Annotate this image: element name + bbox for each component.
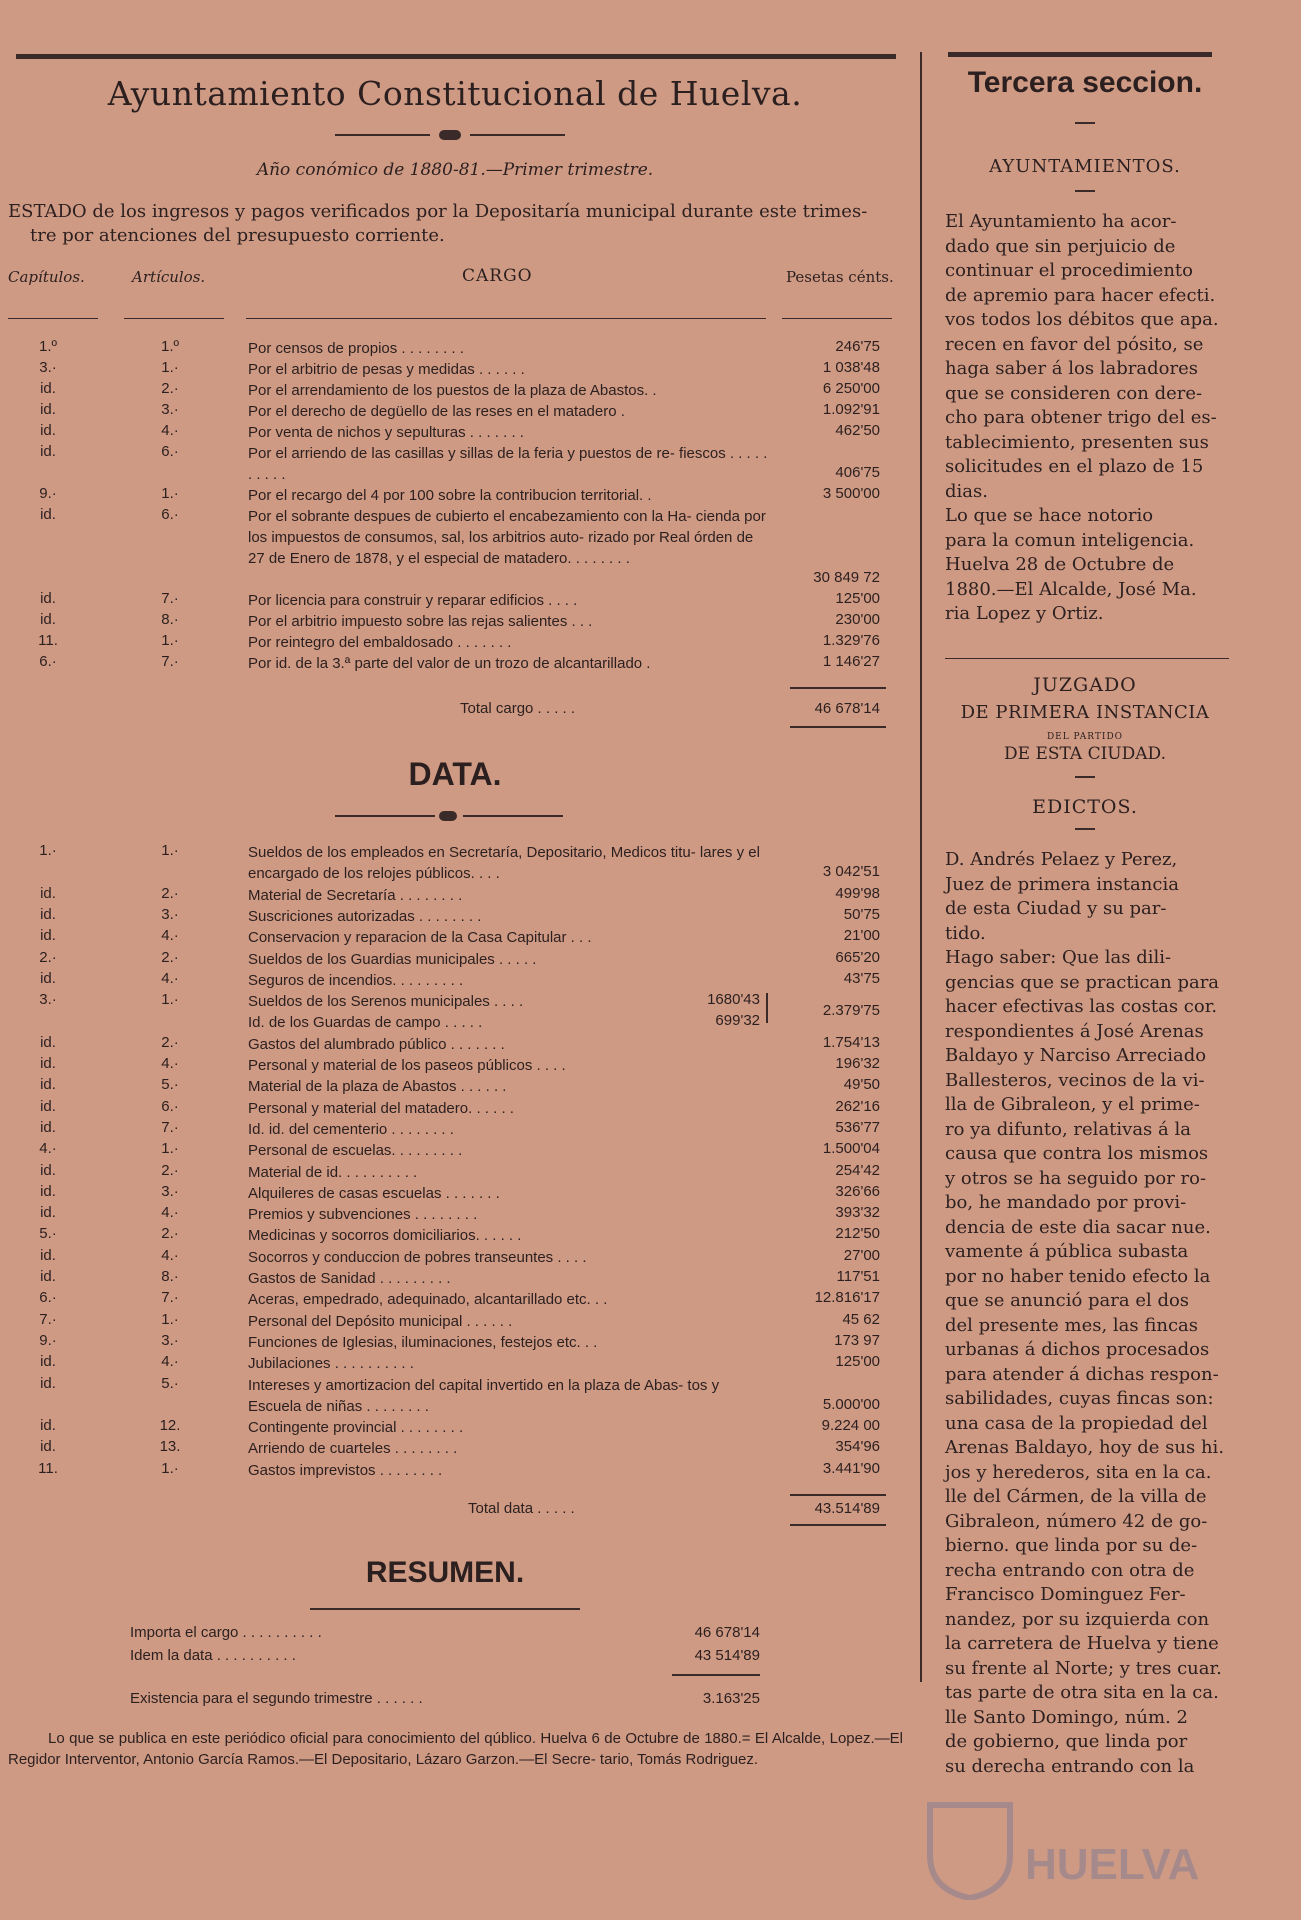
amount-cell: 43'75 — [843, 969, 880, 987]
text-line: de gobierno, que linda por — [945, 1731, 1188, 1752]
amount-cell: 462'50 — [835, 422, 880, 439]
capitulo-cell: 11. — [38, 632, 58, 649]
resumen-rule — [310, 1608, 580, 1610]
text-line: haga saber á los labradores — [945, 358, 1198, 379]
capitulo-cell: id. — [40, 401, 56, 418]
amount-cell: 3 042'51 — [822, 863, 880, 881]
articulo-cell: 2.· — [161, 1033, 179, 1051]
edictos-heading: EDICTOS. — [1032, 796, 1138, 818]
ayuntamientos-heading: AYUNTAMIENTOS. — [989, 156, 1181, 177]
description-cell: Por el derecho de degüello de las reses en el matadero . — [248, 403, 625, 420]
text-line: hacer efectivas las costas cor. — [945, 996, 1218, 1017]
amount-cell: 393'32 — [835, 1204, 880, 1222]
description-cell: Id. de los Guardas de campo . . . . . — [248, 1014, 483, 1032]
articulo-cell: 2.· — [161, 884, 179, 902]
description-cell: Material de Secretaría . . . . . . . . — [248, 886, 463, 904]
dash-3 — [1075, 776, 1095, 778]
capitulo-cell: 6.· — [39, 653, 57, 670]
amount-cell: 406'75 — [835, 464, 880, 481]
text-line: Arenas Baldayo, hoy de sus hi. — [945, 1437, 1225, 1458]
capitulo-cell: id. — [40, 422, 56, 439]
articulo-cell: 1.· — [161, 1459, 179, 1477]
articulo-cell: 13. — [159, 1438, 181, 1456]
text-line: la carretera de Huelva y tiene — [945, 1633, 1219, 1654]
articulo-cell: 2.· — [161, 948, 179, 966]
text-line: causa que contra los mismos — [945, 1143, 1209, 1164]
articulo-cell: 4.· — [161, 422, 179, 439]
resumen-existencia-label: Existencia para el segundo trimestre . . . . . . — [130, 1690, 423, 1707]
articulo-cell: 1.· — [161, 1310, 179, 1328]
text-line: por no haber tenido efecto la — [945, 1265, 1211, 1287]
description-cell: Personal y material del matadero. . . . . . — [248, 1099, 514, 1117]
text-line: de esta Ciudad y su par- — [945, 898, 1167, 919]
cargo-total-rule — [790, 687, 886, 689]
amount-cell: 354'96 — [835, 1438, 880, 1456]
capitulo-cell: id. — [40, 1353, 56, 1371]
amount-cell: 21'00 — [843, 927, 880, 945]
amount-cell: 12.816'17 — [814, 1289, 880, 1307]
description-cell: Personal y material de los paseos públicos . . . . — [248, 1057, 566, 1074]
articulo-cell: 7.· — [161, 1289, 179, 1307]
text-line: lle Santo Domingo, núm. 2 — [945, 1706, 1188, 1728]
description-cell: Suscriciones autorizadas . . . . . . . . — [248, 907, 482, 925]
articulo-cell: 6.· — [161, 1097, 179, 1115]
articulo-cell: 3.· — [161, 905, 179, 923]
text-line: recha entrando con otra de — [945, 1559, 1195, 1581]
watermark-text: HUELVA — [1025, 1840, 1200, 1889]
text-line: Gibraleon, número 42 de go- — [945, 1510, 1208, 1532]
text-line: Francisco Dominguez Fer- — [945, 1584, 1186, 1605]
articulo-cell: 1.· — [161, 1140, 179, 1158]
text-line: bierno. que linda por su de- — [945, 1535, 1198, 1556]
articulo-cell: 2.· — [161, 1225, 179, 1243]
articulo-cell: 4.· — [161, 969, 179, 987]
amount-cell: 536'77 — [835, 1118, 880, 1136]
text-line: Huelva 28 de Octubre de — [945, 554, 1175, 575]
del-partido: DEL PARTIDO — [1046, 732, 1124, 742]
text-line: del presente mes, las fincas — [945, 1314, 1199, 1336]
text-line: para atender á dichas respon- — [945, 1363, 1219, 1385]
fiscal-year-line: Año conómico de 1880-81.—Primer trimestre. — [256, 160, 654, 180]
text-line: gencias que se practican para — [945, 971, 1220, 993]
text-line: nandez, por su izquierda con — [945, 1608, 1210, 1630]
header-rule-3 — [246, 318, 766, 319]
text-line: lla de Gibraleon, y el prime- — [945, 1094, 1200, 1115]
data-total-rule-2 — [790, 1524, 886, 1526]
capitulo-cell: id. — [40, 1118, 56, 1136]
amount-cell: 50'75 — [843, 905, 880, 923]
capitulo-cell: id. — [40, 1161, 56, 1179]
description-cell: Personal del Depósito municipal . . . . . . — [248, 1312, 513, 1330]
data-table — [0, 842, 910, 1482]
amount-cell: 1.329'76 — [822, 632, 880, 649]
description-cell: Por reintegro del embaldosado . . . . . . . — [248, 634, 512, 651]
total-cargo-value: 46 678'14 — [814, 700, 880, 717]
description-cell: Contingente provincial . . . . . . . . — [248, 1419, 464, 1437]
text-line: recen en favor del pósito, se — [945, 333, 1204, 355]
right-column — [935, 0, 1235, 1920]
description-cell: Por el arrendamiento de los puestos de la plaza de Abastos. . — [248, 382, 657, 399]
capitulo-cell: 1.· — [39, 842, 57, 859]
articulo-cell: 6.· — [161, 443, 179, 460]
text-line: lle del Cármen, de la villa de — [945, 1486, 1207, 1507]
resumen-existencia-value: 3.163'25 — [702, 1690, 760, 1707]
amount-cell: 326'66 — [835, 1182, 880, 1200]
dash-4 — [1075, 828, 1095, 830]
text-line: jos y herederos, sita en la ca. — [945, 1461, 1212, 1483]
capitulo-cell: id. — [40, 1033, 56, 1051]
sub-brace — [766, 993, 768, 1023]
resumen-data-value: 43 514'89 — [694, 1647, 760, 1664]
amount-cell: 27'00 — [843, 1246, 880, 1264]
amount-cell: 1 038'48 — [822, 359, 880, 376]
description-cell: Por el recargo del 4 por 100 sobre la contribucion territorial. . — [248, 487, 652, 504]
amount-cell: 173 97 — [834, 1331, 880, 1349]
capitulo-cell: id. — [40, 380, 56, 397]
subamount-cell: 1680'43 — [707, 991, 760, 1009]
amount-cell: 499'98 — [835, 884, 880, 902]
text-line: sabilidades, cuyas fincas son: — [945, 1388, 1214, 1409]
amount-cell: 212'50 — [835, 1225, 880, 1243]
header-rule-4 — [782, 318, 892, 319]
capitulo-cell: id. — [40, 506, 56, 523]
capitulo-cell: id. — [40, 1055, 56, 1072]
capitulo-cell: id. — [40, 905, 56, 923]
text-line: tido. — [945, 922, 986, 944]
description-cell: Por el arriendo de las casillas y sillas de la feria y puestos de re- fiescos . . . . . . . . . . — [248, 445, 768, 483]
articulo-cell: 1.· — [161, 632, 179, 649]
capitulo-cell: id. — [40, 1438, 56, 1456]
amount-cell: 3 500'00 — [822, 485, 880, 502]
description-cell: Por venta de nichos y sepulturas . . . . . . . — [248, 424, 524, 441]
text-line: respondientes á José Arenas — [945, 1020, 1204, 1042]
text-line: Juez de primera instancia — [945, 873, 1179, 895]
text-line: dencia de este dia sacar nue. — [945, 1216, 1211, 1238]
amount-cell: 254'42 — [835, 1161, 880, 1179]
dash-1 — [1075, 122, 1095, 124]
description-cell: Intereses y amortizacion del capital invertido en la plaza de Abas- tos y Escuela de niñas . . . . . . . . — [248, 1376, 720, 1415]
articulo-cell: 1.· — [161, 359, 179, 376]
capitulo-cell: 9.· — [39, 485, 57, 502]
articulo-cell: 6.· — [161, 506, 179, 523]
text-line: tablecimiento, presenten sus — [945, 431, 1209, 453]
articulo-cell: 4.· — [161, 1204, 179, 1222]
articulo-cell: 4.· — [161, 1246, 179, 1264]
data-section-title: DATA. — [408, 756, 502, 792]
text-line: que se consideren con dere- — [945, 382, 1203, 404]
text-line: ria Lopez y Ortiz. — [945, 603, 1104, 624]
text-line: ro ya difunto, relativas á la — [945, 1118, 1191, 1140]
capitulo-cell: id. — [40, 1076, 56, 1094]
edicto-notice — [945, 848, 1233, 1779]
resumen-title: RESUMEN. — [365, 1556, 525, 1589]
articulo-cell: 4.· — [161, 1055, 179, 1072]
closing-paragraph: Lo que se publica en este periódico oficial para conocimiento del qúblico. Huelva 6 de Octubre de 1880.= El Alcalde, Lopez.—El Regidor Interventor, Antonio García Ramos.—El Depositario, Lázaro Garzon.—El Secre- tario, Tomás Rodriguez. — [8, 1730, 903, 1768]
resumen-sum-rule — [672, 1674, 760, 1676]
subamount-cell: 699'32 — [715, 1012, 760, 1030]
description-cell: Por censos de propios . . . . . . . . — [248, 340, 464, 357]
description-cell: Sueldos de los Guardias municipales . . . . . — [248, 950, 537, 968]
text-line: Ballesteros, vecinos de la vi- — [945, 1069, 1205, 1091]
text-line: vos todos los débitos que apa. — [945, 309, 1219, 330]
description-cell: Funciones de Iglesias, iluminaciones, festejos etc. . . — [248, 1333, 598, 1351]
amount-cell: 9.224 00 — [821, 1417, 880, 1435]
description-cell: Medicinas y socorros domiciliarios. . . . . . — [248, 1227, 522, 1245]
amount-cell: 6 250'00 — [822, 380, 880, 397]
articulo-cell: 3.· — [161, 401, 179, 418]
amount-cell: 125'00 — [835, 1353, 880, 1371]
data-total-rule — [790, 1494, 886, 1496]
articulo-cell: 1.· — [161, 842, 179, 859]
description-cell: Conservacion y reparacion de la Casa Capitular . . . — [248, 929, 592, 947]
shield-icon — [925, 1800, 1015, 1900]
amount-cell: 196'32 — [835, 1055, 880, 1072]
description-cell: Por licencia para construir y reparar edificios . . . . — [248, 592, 578, 609]
articulo-cell: 8.· — [161, 611, 179, 628]
text-line: su derecha entrando con la — [945, 1755, 1195, 1777]
capitulo-cell: id. — [40, 590, 56, 607]
description-cell: Sueldos de los empleados en Secretaría, Depositario, Medicos titu- lares y el encargado de los relojes públicos. . . . — [248, 844, 760, 882]
amount-cell: 1 146'27 — [822, 653, 880, 670]
description-cell: Alquileres de casas escuelas . . . . . . . — [248, 1184, 500, 1202]
intro-text — [8, 200, 903, 248]
capitulo-cell: id. — [40, 884, 56, 902]
text-line: 1880.—El Alcalde, José Ma. — [945, 578, 1197, 600]
header-pesetas: Pesetas cénts. — [786, 268, 894, 286]
esta-ciudad-heading: DE ESTA CIUDAD. — [1004, 744, 1166, 764]
description-cell: Sueldos de los Serenos municipales . . . . — [248, 993, 524, 1011]
text-line: continuar el procedimiento — [945, 260, 1193, 281]
amount-cell: 665'20 — [835, 948, 880, 966]
articulo-cell: 2.· — [161, 1161, 179, 1179]
intro-line-1: ESTADO de los ingresos y pagos verificados por la Depositaría municipal durante este trimes- — [8, 201, 868, 222]
cargo-total-rule-2 — [790, 726, 886, 728]
description-cell: Aceras, empedrado, adequinado, alcantarillado etc. . . — [248, 1291, 608, 1309]
cargo-table — [0, 338, 910, 718]
text-line: El Ayuntamiento ha acor- — [945, 211, 1177, 232]
ayuntamiento-notice — [945, 210, 1233, 627]
page-title: Ayuntamiento Constitucional de Huelva. — [107, 74, 803, 113]
capitulo-cell: 3.· — [39, 991, 57, 1009]
description-cell: Personal de escuelas. . . . . . . . . — [248, 1142, 463, 1160]
capitulo-cell: 5.· — [39, 1225, 57, 1243]
description-cell: Por el arbitrio impuesto sobre las rejas salientes . . . — [248, 613, 593, 630]
text-line: y otros se ha seguido por ro- — [945, 1167, 1207, 1189]
capitulo-cell: 4.· — [39, 1140, 57, 1158]
text-line: para la comun inteligencia. — [945, 529, 1195, 551]
capitulo-cell: 6.· — [39, 1289, 57, 1307]
articulo-cell: 3.· — [161, 1331, 179, 1349]
capitulo-cell: id. — [40, 927, 56, 945]
articulo-cell: 3.· — [161, 1182, 179, 1200]
header-rule-2 — [124, 318, 224, 319]
resumen-cargo-label: Importa el cargo . . . . . . . . . . — [130, 1624, 322, 1641]
articulo-cell: 5.· — [161, 1374, 179, 1392]
section-heading: Tercera seccion. — [967, 66, 1203, 99]
description-cell: Por el sobrante despues de cubierto el encabezamiento con la Ha- cienda por los impuestos de consumos, sal, los arbitrios auto- rizado por Real órden de 27 de Enero de 1878, y el especial de matadero. . . . . . . . — [248, 508, 766, 567]
text-line: su frente al Norte; y tres cuar. — [945, 1657, 1222, 1679]
capitulo-cell: id. — [40, 611, 56, 628]
capitulo-cell: 1.º — [39, 338, 57, 355]
header-cargo: CARGO — [462, 266, 533, 286]
data-ornament — [335, 810, 565, 822]
capitulo-cell: id. — [40, 1268, 56, 1285]
resumen-data-label: Idem la data . . . . . . . . . . — [130, 1647, 296, 1664]
capitulo-cell: id. — [40, 1417, 56, 1435]
intro-line-2: tre por atenciones del presupuesto corriente. — [30, 225, 445, 246]
text-line: dado que sin perjuicio de — [945, 235, 1176, 257]
description-cell: Premios y subvenciones . . . . . . . . — [248, 1206, 478, 1224]
amount-cell: 45 62 — [842, 1310, 880, 1328]
amount-cell: 5.000'00 — [822, 1395, 880, 1413]
articulo-cell: 2.· — [161, 380, 179, 397]
amount-cell: 1.500'04 — [822, 1140, 880, 1158]
juzgado-heading: JUZGADO — [1033, 674, 1137, 696]
description-cell: Socorros y conduccion de pobres transeuntes . . . . — [248, 1248, 587, 1266]
text-line: D. Andrés Pelaez y Perez, — [945, 849, 1178, 870]
articulo-cell: 7.· — [161, 1118, 179, 1136]
amount-cell: 1.092'91 — [822, 401, 880, 418]
articulo-cell: 4.· — [161, 927, 179, 945]
header-rule-1 — [8, 318, 98, 319]
text-line: urbanas á dichos procesados — [945, 1339, 1210, 1360]
capitulo-cell: 9.· — [39, 1331, 57, 1349]
text-line: Baldayo y Narciso Arreciado — [945, 1045, 1207, 1066]
description-cell: Id. id. del cementerio . . . . . . . . — [248, 1120, 454, 1138]
header-articulos: Artículos. — [132, 268, 206, 286]
total-data-value: 43.514'89 — [814, 1500, 880, 1517]
capitulo-cell: 2.· — [39, 948, 57, 966]
description-cell: Gastos del alumbrado público . . . . . . . — [248, 1035, 505, 1053]
capitulo-cell: id. — [40, 443, 56, 460]
amount-cell: 30 849 72 — [813, 569, 880, 586]
description-cell: Gastos de Sanidad . . . . . . . . . — [248, 1270, 451, 1287]
description-cell: Seguros de incendios. . . . . . . . . — [248, 971, 464, 989]
capitulo-cell: 7.· — [39, 1310, 57, 1328]
articulo-cell: 7.· — [161, 590, 179, 607]
articulo-cell: 1.º — [161, 338, 179, 355]
text-line: cho para obtener trigo del es- — [945, 407, 1217, 428]
description-cell: Material de id. . . . . . . . . . — [248, 1163, 418, 1181]
text-line: una casa de la propiedad del — [945, 1412, 1208, 1434]
articulo-cell: 5.· — [161, 1076, 179, 1094]
amount-cell: 246'75 — [835, 338, 880, 355]
description-cell: Arriendo de cuarteles . . . . . . . . — [248, 1440, 458, 1458]
right-section-rule — [945, 658, 1229, 659]
amount-cell: 2.379'75 — [822, 1001, 880, 1019]
capitulo-cell: id. — [40, 1097, 56, 1115]
capitulo-cell: 3.· — [39, 359, 57, 376]
title-ornament — [335, 129, 565, 141]
text-line: tas parte de otra sita en la ca. — [945, 1682, 1219, 1703]
text-line: vamente á pública subasta — [945, 1241, 1189, 1262]
column-divider — [920, 52, 922, 1682]
primera-instancia-heading: DE PRIMERA INSTANCIA — [960, 702, 1210, 723]
amount-cell: 49'50 — [843, 1076, 880, 1094]
text-line: de apremio para hacer efecti. — [945, 284, 1216, 306]
resumen-cargo-value: 46 678'14 — [694, 1624, 760, 1641]
dash-2 — [1075, 190, 1095, 192]
text-line: que se anunció para el dos — [945, 1290, 1190, 1311]
articulo-cell: 4.· — [161, 1353, 179, 1371]
articulo-cell: 1.· — [161, 991, 179, 1009]
amount-cell: 125'00 — [835, 590, 880, 607]
text-line: Lo que se hace notorio — [945, 505, 1154, 526]
amount-cell: 262'16 — [835, 1097, 880, 1115]
description-cell: Gastos imprevistos . . . . . . . . — [248, 1461, 443, 1479]
text-line: dias. — [945, 480, 988, 502]
articulo-cell: 8.· — [161, 1268, 179, 1285]
total-cargo-label: Total cargo . . . . . — [460, 700, 576, 717]
capitulo-cell: id. — [40, 1204, 56, 1222]
archive-watermark — [925, 1800, 1255, 1910]
closing-text — [8, 1728, 903, 1770]
amount-cell: 230'00 — [835, 611, 880, 628]
description-cell: Por id. de la 3.ª parte del valor de un trozo de alcantarillado . — [248, 655, 651, 672]
capitulo-cell: id. — [40, 1182, 56, 1200]
description-cell: Por el arbitrio de pesas y medidas . . . . . . — [248, 361, 525, 378]
amount-cell: 3.441'90 — [822, 1459, 880, 1477]
description-cell: Jubilaciones . . . . . . . . . . — [248, 1355, 414, 1373]
capitulo-cell: 11. — [38, 1459, 58, 1477]
text-line: Hago saber: Que las dili- — [945, 947, 1172, 968]
capitulo-cell: id. — [40, 969, 56, 987]
text-line: bo, he mandado por provi- — [945, 1192, 1187, 1213]
capitulo-cell: id. — [40, 1374, 56, 1392]
total-data-label: Total data . . . . . — [468, 1500, 575, 1517]
articulo-cell: 7.· — [161, 653, 179, 670]
articulo-cell: 1.· — [161, 485, 179, 502]
articulo-cell: 12. — [159, 1417, 181, 1435]
capitulo-cell: id. — [40, 1246, 56, 1264]
amount-cell: 1.754'13 — [822, 1033, 880, 1051]
text-line: solicitudes en el plazo de 15 — [945, 456, 1204, 477]
header-capitulos: Capítulos. — [8, 268, 85, 286]
description-cell: Material de la plaza de Abastos . . . . . . — [248, 1078, 507, 1096]
amount-cell: 117'51 — [836, 1268, 880, 1285]
